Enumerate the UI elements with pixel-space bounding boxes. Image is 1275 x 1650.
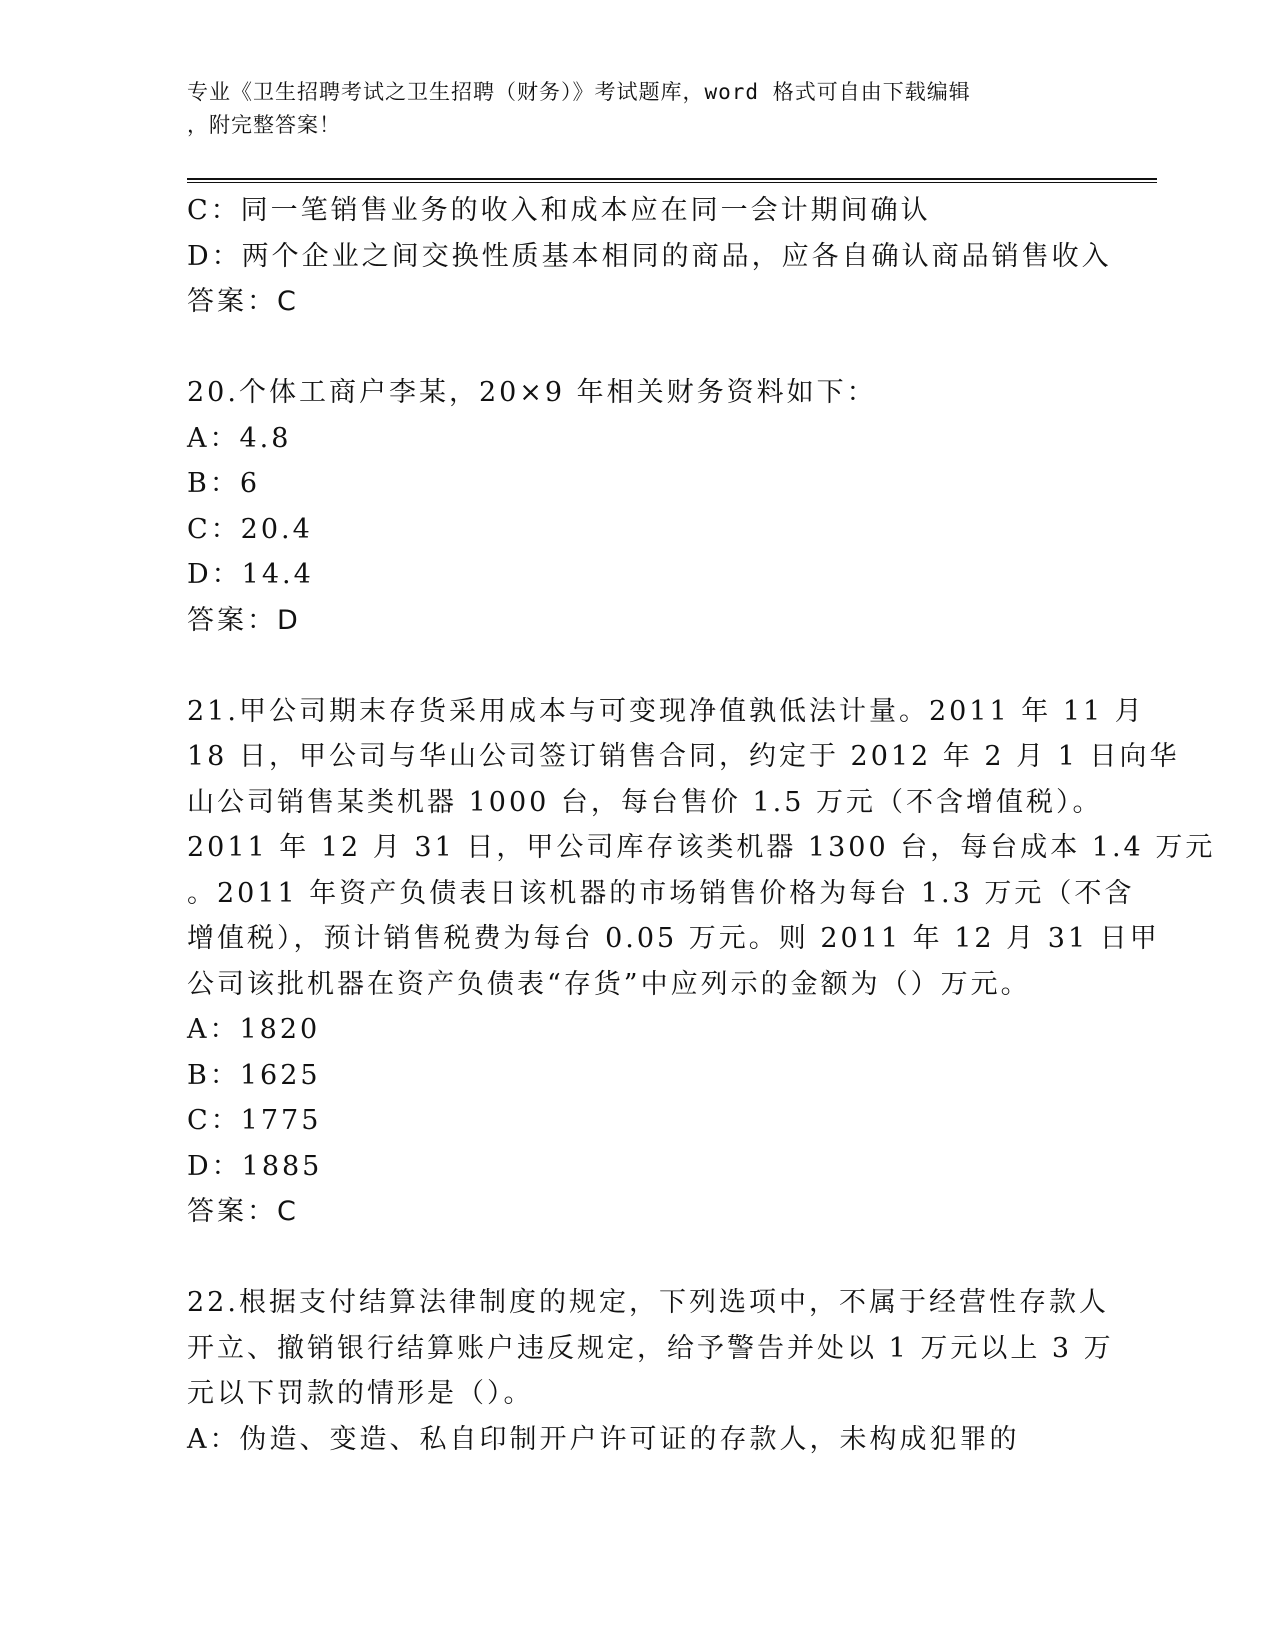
question-text: 20.个体工商户李某，20×9 年相关财务资料如下：	[187, 377, 877, 408]
spacer	[187, 325, 1087, 371]
question-text: 公司该批机器在资产负债表“存货”中应列示的金额为（）万元。	[187, 968, 1031, 1000]
spacer	[187, 1235, 1087, 1281]
option-a: A：4.8	[187, 422, 292, 454]
header-divider-thin	[187, 182, 1157, 183]
question-22	[187, 1280, 1114, 1462]
header-line-2: ，附完整答案！	[187, 113, 341, 137]
document-header	[187, 76, 1087, 142]
option-d: D：1885	[187, 1150, 323, 1182]
question-text: 。2011 年资产负债表日该机器的市场销售价格为每台 1.3 万元（不含	[187, 877, 1135, 909]
option-c: C：同一笔销售业务的收入和成本应在同一会计期间确认	[187, 195, 931, 226]
question-text: 增值税），预计销售税费为每台 0.05 万元。则 2011 年 12 月 31 日甲	[187, 923, 1160, 954]
question-text: 18 日，甲公司与华山公司签订销售合同，约定于 2012 年 2 月 1 日向华	[187, 741, 1180, 772]
spacer	[187, 643, 1087, 689]
document-body	[187, 188, 1216, 1462]
question-prev	[187, 188, 1112, 325]
option-b: B：1625	[187, 1059, 321, 1091]
question-text: 22.根据支付结算法律制度的规定，下列选项中，不属于经营性存款人	[187, 1287, 1109, 1318]
question-text: 2011 年 12 月 31 日，甲公司库存该类机器 1300 台，每台成本 1.4 万元	[187, 832, 1216, 863]
option-b: B：6	[187, 468, 261, 499]
question-text: 元以下罚款的情形是（）。	[187, 1378, 534, 1409]
answer-line: 答案：D	[187, 604, 301, 636]
answer-line: 答案：C	[187, 286, 299, 317]
header-divider	[187, 178, 1157, 180]
header-line-1: 专业《卫生招聘考试之卫生招聘（财务）》考试题库，word 格式可自由下载编辑	[187, 80, 971, 104]
question-text: 21.甲公司期末存货采用成本与可变现净值孰低法计量。2011 年 11 月	[187, 695, 1145, 727]
option-a: A：伪造、变造、私自印制开户许可证的存款人，未构成犯罪的	[187, 1423, 1020, 1455]
option-a: A：1820	[187, 1014, 321, 1045]
option-c: C：20.4	[187, 513, 313, 545]
question-text: 山公司销售某类机器 1000 台，每台售价 1.5 万元（不含增值税）。	[187, 786, 1103, 818]
option-d: D：两个企业之间交换性质基本相同的商品，应各自确认商品销售收入	[187, 240, 1112, 272]
question-20	[187, 370, 1087, 643]
question-21	[187, 689, 1216, 1235]
question-text: 开立、撤销银行结算账户违反规定，给予警告并处以 1 万元以上 3 万	[187, 1332, 1114, 1364]
answer-line: 答案：C	[187, 1196, 299, 1227]
option-c: C：1775	[187, 1105, 322, 1136]
option-d: D：14.4	[187, 559, 314, 590]
